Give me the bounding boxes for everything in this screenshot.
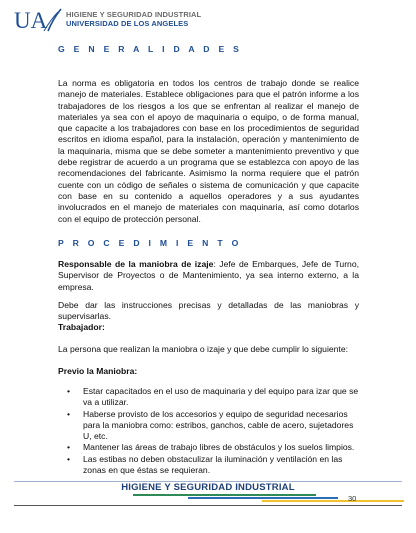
footer-blue-bar bbox=[188, 497, 338, 499]
bullet-icon: • bbox=[67, 386, 71, 396]
footer-yellow-bar bbox=[262, 500, 404, 502]
instrucciones-paragraph: Debe dar las instrucciones precisas y detalladas de las maniobras y supervisarlas. bbox=[58, 300, 359, 322]
footer-green-bar bbox=[133, 494, 316, 496]
bullet-icon: • bbox=[67, 442, 71, 453]
footer-bottom-rule bbox=[14, 505, 402, 506]
university-logo bbox=[14, 7, 62, 33]
responsable-paragraph bbox=[58, 259, 359, 293]
responsable-label: Responsable de la maniobra de izaje bbox=[58, 259, 214, 269]
header-university-name: UNIVERSIDAD DE LOS ANGELES bbox=[66, 19, 189, 28]
generalidades-paragraph: La norma es obligatoria en todos los centros de trabajo donde se realice manejo de materiales. Establece obligaciones para que el patrón informe a los trabajadores de los riesgos a los que se enfrentan al realizar el manejo de materiales ya sea con el apoyo de maquinaria o equipo, o de forma manual, que capacite a los trabajadores con base en los procedimientos de seguridad escritos en idioma español, para la instalación, operación y mantenimiento de la maquinaria, misma que se debe someter a mantenimiento preventivo y que debe registrar de acuerdo a un programa que se establezca con apoyo de las recomendaciones del fabricante. Asimismo la norma requiere que el patrón cuente con un código de señales o sistema de comunicación y que capacite con base en su contenido a aquellos operadores y a sus ayudantes involucrados en el manejo de materiales con maquinaria, así como dotarlos con el equipo de protección personal. bbox=[58, 78, 359, 224]
logo-letters: UA bbox=[14, 8, 48, 33]
responsable-text: : Jefe de Embarques, Jefe de Turno, Supervisor de Proyectos o de Mantenimiento, ya sea interno externo, a la empresa. bbox=[58, 259, 360, 292]
list-item: • Haberse provisto de los accesorios y equipo de seguridad necesarios para la maniobra como: estribos, ganchos, cable de acero, sujetadores U, etc. bbox=[67, 408, 354, 442]
footer-title: HIGIENE Y SEGURIDAD INDUSTRIAL bbox=[121, 482, 295, 493]
trabajador-title: Trabajador: bbox=[58, 322, 105, 332]
previo-maniobra-list bbox=[58, 386, 359, 476]
header-program-name: HIGIENE Y SEGURIDAD INDUSTRIAL bbox=[66, 10, 202, 19]
header-text bbox=[66, 10, 201, 28]
list-item: • Las estibas no deben obstaculizar la iluminación y ventilación en las zonas en que éstas se requieran. bbox=[67, 453, 343, 476]
trabajador-paragraph: La persona que realizan la maniobra o izaje y que debe cumplir lo siguiente: bbox=[58, 344, 348, 354]
page-number: 30 bbox=[348, 494, 357, 503]
list-item: • Mantener las áreas de trabajo libres de obstáculos y los suelos limpios. bbox=[67, 442, 355, 453]
bullet-icon: • bbox=[67, 408, 71, 419]
bullet-icon: • bbox=[67, 453, 71, 464]
list-item: • Estar capacitados en el uso de maquinaria y del equipo para izar que se va a utilizar. bbox=[67, 386, 359, 408]
previo-maniobra-title: Previo la Maniobra: bbox=[58, 366, 138, 376]
section-title-generalidades: G E N E R A L I D A D E S bbox=[58, 44, 243, 54]
section-title-procedimiento: P R O C E D I M I E N T O bbox=[58, 238, 242, 248]
